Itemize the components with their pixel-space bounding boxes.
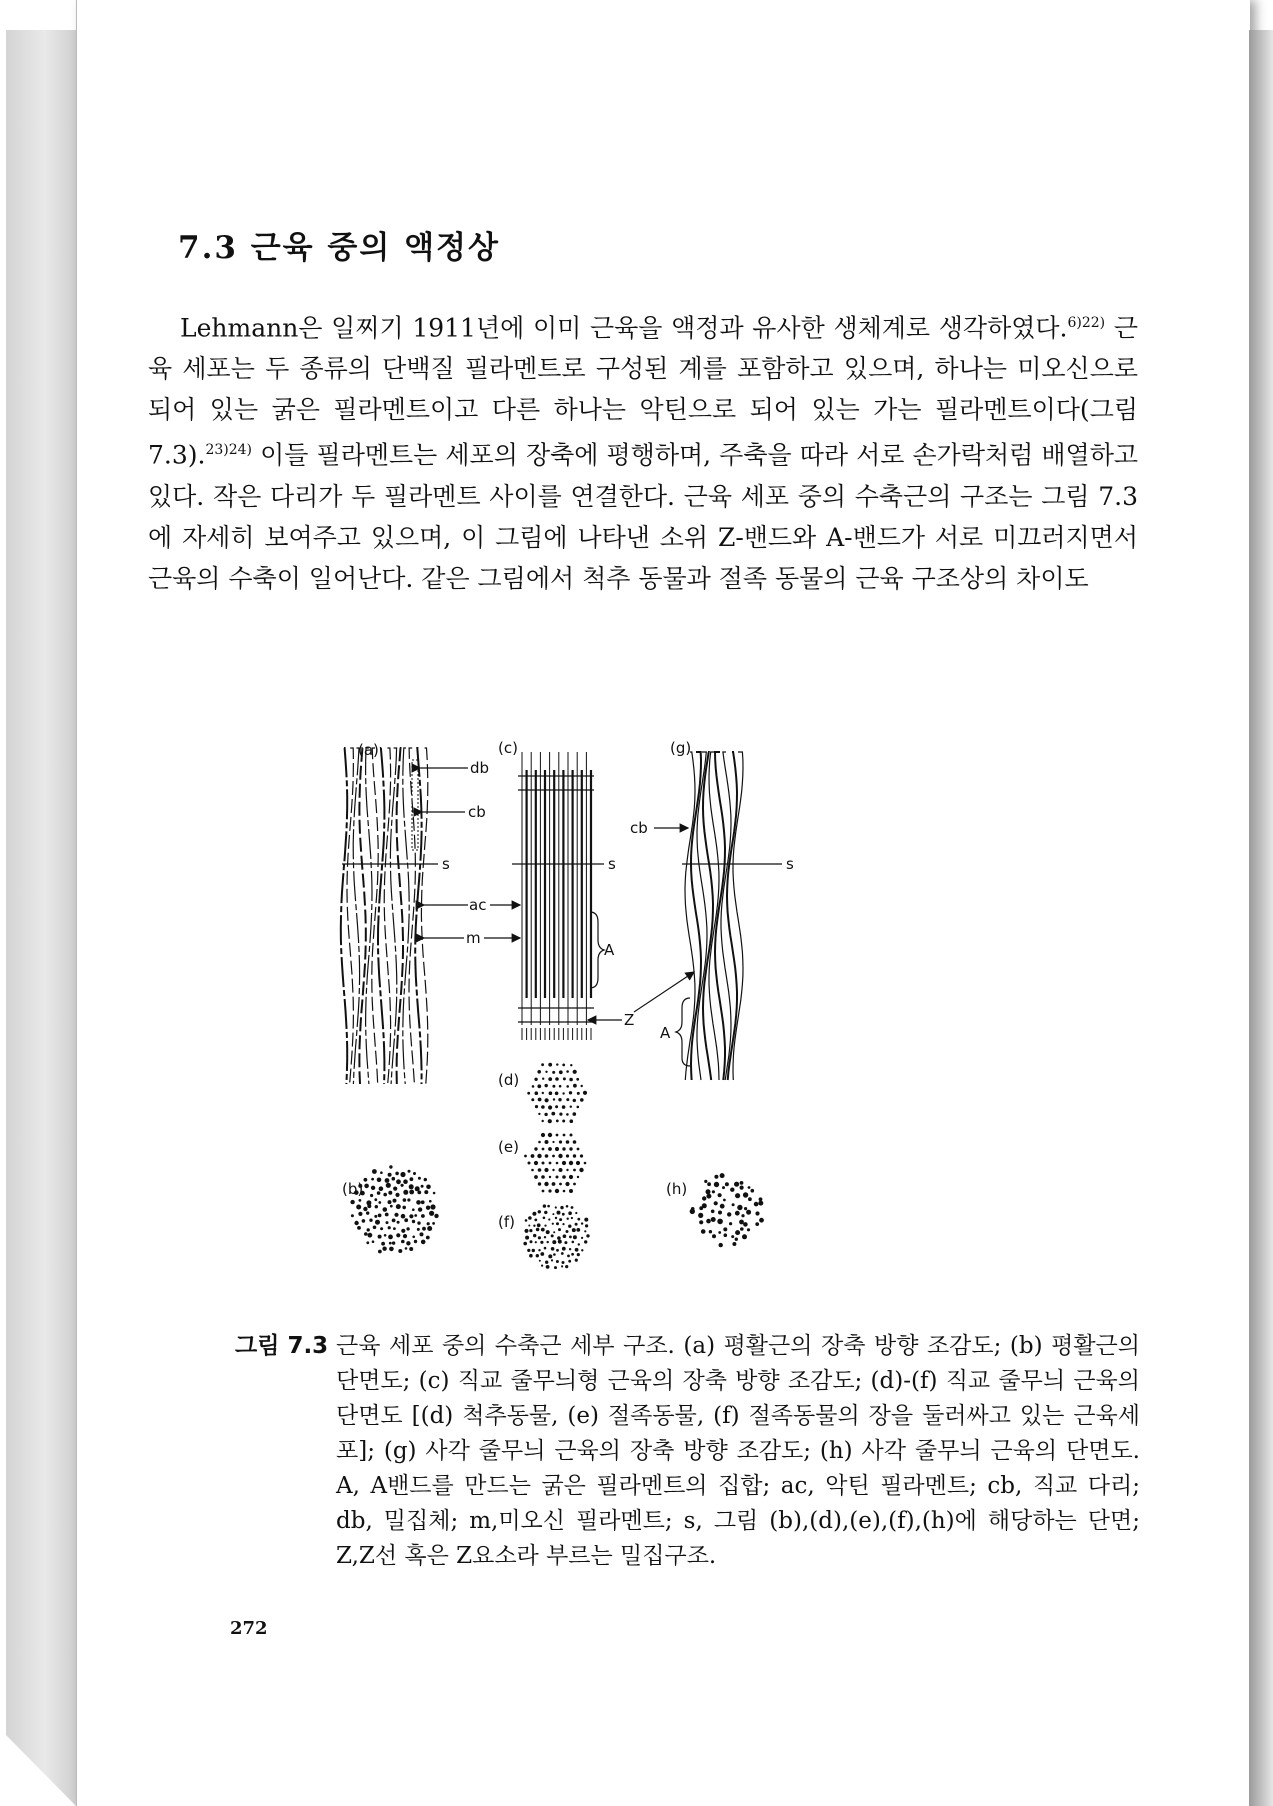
panel-f-cross-section — [523, 1204, 589, 1269]
label-c: (c) — [498, 739, 518, 757]
muscle-structure-figure — [342, 739, 912, 1280]
paragraph-part-2: 근육 세포는 두 종류의 단백질 필라멘트로 구성된 계를 포함하고 있으며, 하나는 미오신으로 되어 있는 굵은 필라멘트이고 다른 하나는 악틴으로 되어 있는 가는 필라멘트이다(그림 7.3). — [148, 313, 1138, 470]
label-A-c: A — [604, 941, 615, 959]
paragraph-part-3: 이들 필라멘트는 세포의 장축에 평행하며, 주축을 따라 서로 손가락처럼 배열하고 있다. 작은 다리가 두 필라멘트 사이를 연결한다. 근육 세포 중의 수축근의 구조는 그림 7.3에 자세히 보여주고 있으며, 이 그림에 나타낸 소위 Z-밴드와 A-밴드가 서로 미끄러지면서 근육의 수축이 일어난다. 같은 그림에서 척추 동물과 절족 동물의 근육 구조상의 차이도 — [148, 440, 1138, 593]
label-m: m — [466, 929, 481, 947]
label-A-g: A — [660, 1024, 671, 1042]
figure-caption — [235, 1329, 1140, 1574]
label-a: (a) — [358, 741, 379, 759]
caption-text: 근육 세포 중의 수축근 세부 구조. (a) 평활근의 장축 방향 조감도; (b) 평활근의 단면도; (c) 직교 줄무늬형 근육의 장축 방향 조감도; (d)-(f) 직교 줄무늬 근육의 단면도 [(d) 척추동물, (e) 절족동물, (f) 절족동물의 장을 둘러싸고 있는 근육세포]; (g) 사각 줄무늬 근육의 장축 방향 조감도; (h) 사각 줄무늬 근육의 단면도. A, A밴드를 만드는 굵은 필라멘트의 집합; ac, 악틴 필라멘트; cb, 직교 다리; db, 밀집체; m,미오신 필라멘트; s, 그림 (b),(d),(e),(f),(h)에 해당하는 단면; Z,Z선 혹은 Z요소라 부르는 밀집구조. — [336, 1333, 1140, 1569]
label-cb-g: cb — [630, 819, 648, 837]
panel-c-striated-muscle — [518, 752, 594, 1040]
reference-marker-1: 6)22) — [1067, 315, 1106, 331]
paragraph-part-1: Lehmann은 일찌기 1911년에 이미 근육을 액정과 유사한 생체계로 생각하였다. — [180, 313, 1068, 343]
label-ac: ac — [469, 896, 487, 914]
label-s-c: s — [608, 855, 616, 873]
label-db: db — [470, 759, 490, 777]
label-s-g: s — [786, 855, 794, 873]
panel-d-cross-section — [527, 1063, 587, 1124]
label-d: (d) — [498, 1071, 520, 1089]
label-s-a: s — [442, 855, 450, 873]
panel-h-cross-section — [690, 1173, 764, 1247]
panel-e-cross-section — [524, 1133, 586, 1193]
label-g: (g) — [670, 739, 692, 757]
label-cb-a: cb — [468, 803, 486, 821]
body-paragraph — [148, 303, 1138, 599]
page-number: 272 — [230, 1618, 268, 1639]
label-Z: Z — [624, 1011, 635, 1029]
section-title: 7.3 근육 중의 액정상 — [178, 230, 500, 266]
label-b: (b) — [342, 1180, 364, 1198]
caption-label: 그림 7.3 — [235, 1333, 329, 1359]
book-spine — [6, 30, 76, 1806]
reference-marker-2: 23)24) — [205, 442, 253, 459]
page-edge-shadow — [1249, 30, 1273, 1806]
label-e: (e) — [498, 1138, 519, 1156]
label-f: (f) — [498, 1213, 515, 1231]
panel-g-oblique-muscle — [685, 752, 743, 1080]
label-h: (h) — [666, 1180, 688, 1198]
